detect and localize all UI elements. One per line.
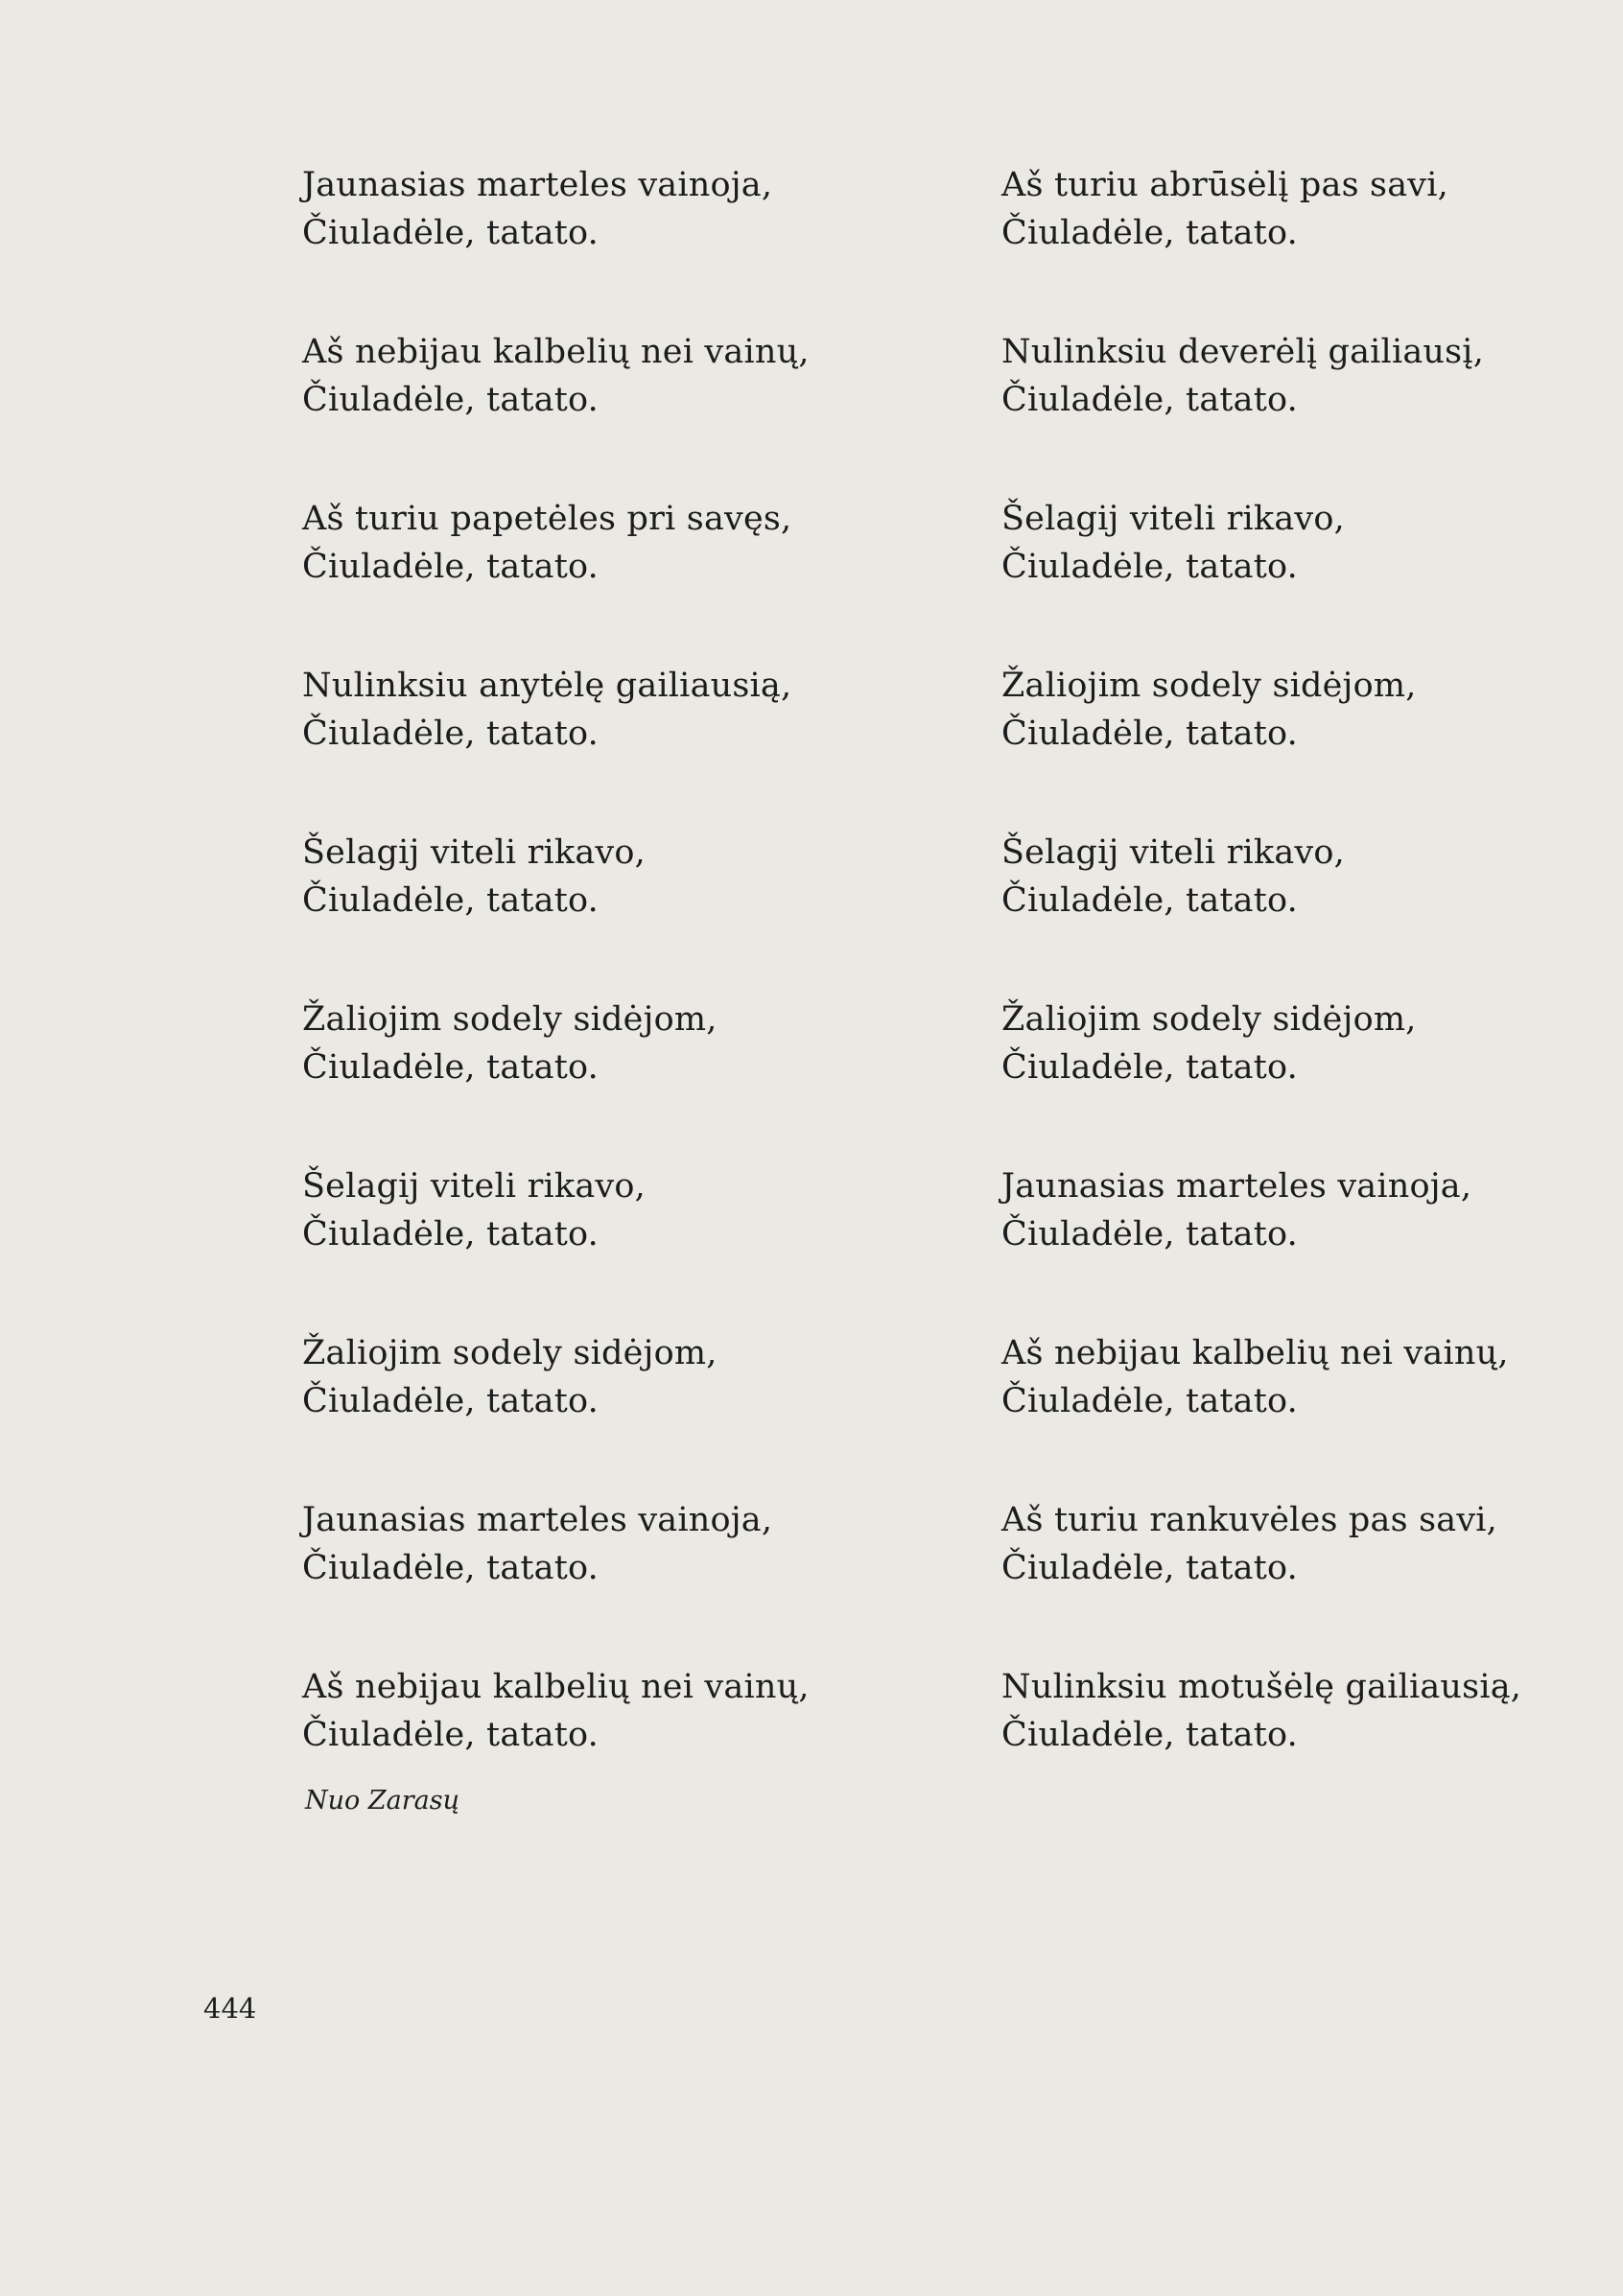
stanza xyxy=(1001,662,1623,829)
left-column xyxy=(302,161,935,1830)
stanza xyxy=(1001,996,1623,1162)
right-column xyxy=(1001,161,1623,1830)
verse-line: Aš turiu rankuvėles pas savi, xyxy=(1001,1501,1498,1539)
refrain-line: Čiuladėle, tatato. xyxy=(1001,1382,1298,1420)
verse-line: Jaunasias marteles vainoja, xyxy=(302,166,773,204)
refrain-line: Čiuladėle, tatato. xyxy=(1001,214,1298,252)
verse-line: Jaunasias marteles vainoja, xyxy=(1001,1167,1472,1206)
stanza xyxy=(1001,328,1623,495)
verse-line: Šelagij viteli rikavo, xyxy=(1001,833,1345,872)
verse-line: Aš nebijau kalbelių nei vainų, xyxy=(302,333,810,371)
verse-line: Nulinksiu motušėlę gailiausią, xyxy=(1001,1668,1522,1706)
stanza xyxy=(302,1162,935,1329)
refrain-line: Čiuladėle, tatato. xyxy=(1001,1716,1298,1754)
stanza xyxy=(1001,1663,1623,1830)
verse-line: Šelagij viteli rikavo, xyxy=(1001,500,1345,538)
refrain-line: Čiuladėle, tatato. xyxy=(1001,381,1298,419)
stanza xyxy=(302,495,935,662)
refrain-line: Čiuladėle, tatato. xyxy=(1001,881,1298,920)
verse-line: Šelagij viteli rikavo, xyxy=(302,833,646,872)
stanza xyxy=(1001,829,1623,996)
refrain-line: Čiuladėle, tatato. xyxy=(1001,1549,1298,1587)
refrain-line: Čiuladėle, tatato. xyxy=(1001,1215,1298,1253)
refrain-line: Čiuladėle, tatato. xyxy=(302,548,599,586)
refrain-line: Čiuladėle, tatato. xyxy=(302,1716,599,1754)
stanza xyxy=(302,1329,935,1496)
verse-line: Žaliojim sodely sidėjom, xyxy=(302,1334,717,1372)
verse-line: Jaunasias marteles vainoja, xyxy=(302,1501,773,1539)
verse-line: Žaliojim sodely sidėjom, xyxy=(302,1000,717,1039)
refrain-line: Čiuladėle, tatato. xyxy=(1001,548,1298,586)
verse-line: Nulinksiu anytėlę gailiausią, xyxy=(302,667,792,705)
stanza xyxy=(302,328,935,495)
stanza xyxy=(1001,1162,1623,1329)
page-number: 444 xyxy=(203,1992,257,2025)
refrain-line: Čiuladėle, tatato. xyxy=(1001,1048,1298,1087)
refrain-line: Čiuladėle, tatato. xyxy=(302,1549,599,1587)
refrain-line: Čiuladėle, tatato. xyxy=(302,1215,599,1253)
verse-line: Žaliojim sodely sidėjom, xyxy=(1001,667,1417,705)
stanza xyxy=(302,161,935,328)
stanza xyxy=(302,1496,935,1663)
verse-line: Aš nebijau kalbelių nei vainų, xyxy=(302,1668,810,1706)
verse-line: Šelagij viteli rikavo, xyxy=(302,1167,646,1206)
refrain-line: Čiuladėle, tatato. xyxy=(302,1382,599,1420)
refrain-line: Čiuladėle, tatato. xyxy=(302,881,599,920)
refrain-line: Čiuladėle, tatato. xyxy=(1001,715,1298,753)
stanza xyxy=(302,829,935,996)
stanza xyxy=(1001,1329,1623,1496)
refrain-line: Čiuladėle, tatato. xyxy=(302,715,599,753)
refrain-line: Čiuladėle, tatato. xyxy=(302,214,599,252)
stanza xyxy=(1001,495,1623,662)
stanza xyxy=(302,662,935,829)
verse-line: Nulinksiu deverėlį gailiausį, xyxy=(1001,333,1485,371)
stanza xyxy=(1001,161,1623,328)
verse-line: Žaliojim sodely sidėjom, xyxy=(1001,1000,1417,1039)
verse-line: Aš nebijau kalbelių nei vainų, xyxy=(1001,1334,1509,1372)
refrain-line: Čiuladėle, tatato. xyxy=(302,1048,599,1087)
refrain-line: Čiuladėle, tatato. xyxy=(302,381,599,419)
stanza xyxy=(302,996,935,1162)
source-note: Nuo Zarasų xyxy=(305,1786,459,1816)
verse-line: Aš turiu abrūsėlį pas savi, xyxy=(1001,166,1448,204)
stanza xyxy=(1001,1496,1623,1663)
verse-line: Aš turiu papetėles pri savęs, xyxy=(302,500,792,538)
